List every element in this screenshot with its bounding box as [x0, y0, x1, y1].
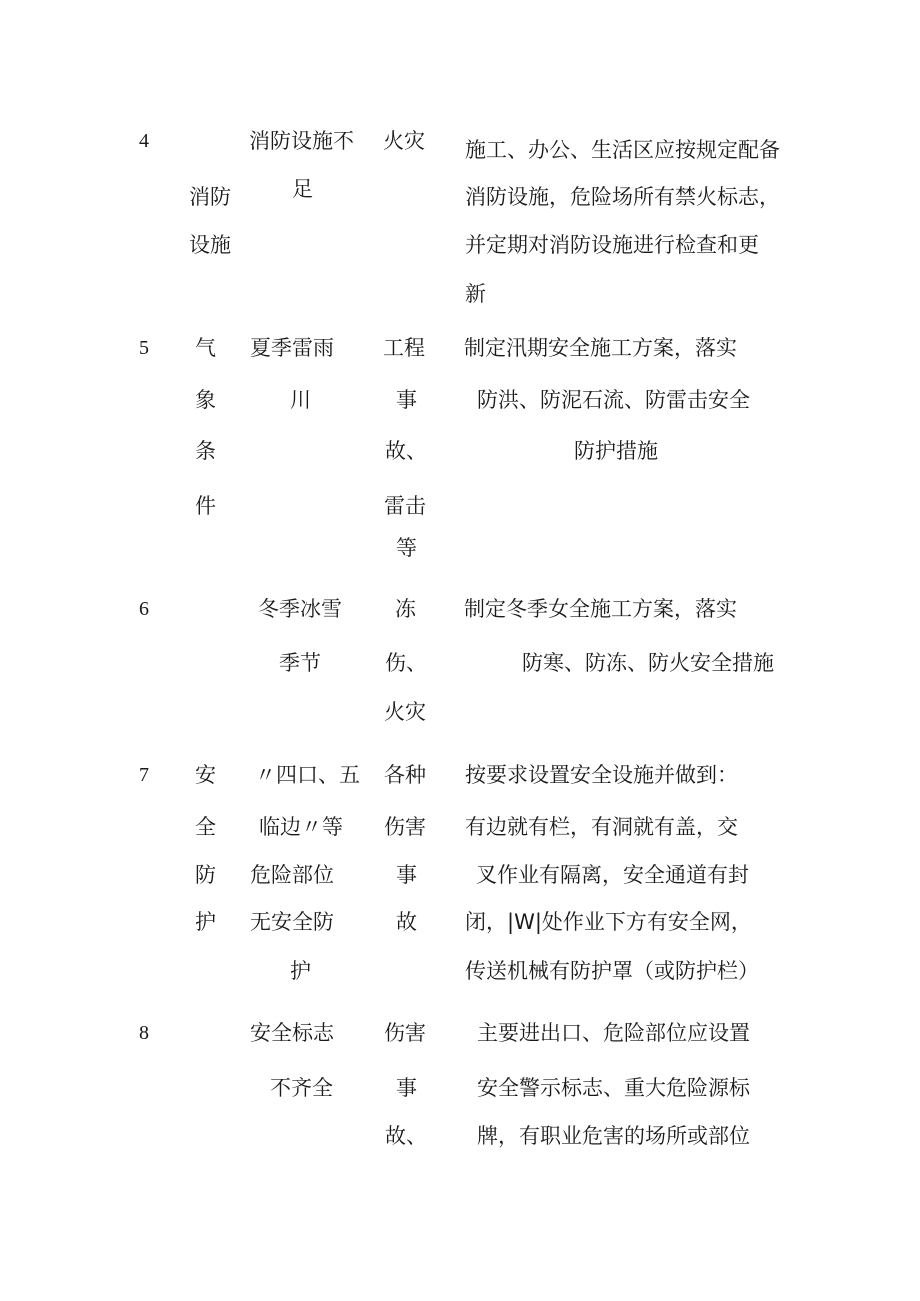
- accident-text: 火灾: [384, 700, 426, 724]
- accident-text: 事: [396, 1076, 417, 1100]
- measures-text: 叉作业有隔离，安全通道有封: [476, 863, 749, 887]
- measures-text: 制定冬季女全施工方案，落实: [464, 597, 737, 621]
- measures-text: 防寒、防冻、防火安全措施: [522, 651, 774, 675]
- category-text: 条: [195, 439, 216, 463]
- row-number: 5: [139, 337, 149, 359]
- category-text: 设施: [189, 233, 231, 257]
- measures-text: 有边就有栏，有洞就有盖，交: [465, 815, 738, 839]
- hazard-text: 冬季冰雪: [258, 597, 342, 621]
- accident-text: 故、: [385, 439, 427, 463]
- accident-text: 故: [396, 910, 417, 934]
- hazard-text: 夏季雷雨: [250, 336, 334, 360]
- hazard-text: 安全标志: [250, 1021, 334, 1045]
- category-text: 全: [195, 815, 216, 839]
- hazard-text: 季节: [279, 651, 321, 675]
- accident-text: 伤害: [384, 815, 426, 839]
- measures-text: 并定期对消防设施进行检查和更: [465, 233, 759, 257]
- accident-text: 各种: [384, 763, 426, 787]
- measures-text: 新: [465, 282, 486, 306]
- category-text: 护: [195, 910, 216, 934]
- row-number: 4: [139, 130, 149, 152]
- row-number: 6: [139, 598, 149, 620]
- hazard-text: 足: [292, 177, 313, 201]
- accident-text: 事: [396, 863, 417, 887]
- hazard-text: 无安全防: [250, 910, 334, 934]
- accident-text: 工程: [383, 336, 425, 360]
- category-text: 件: [195, 494, 216, 518]
- measures-text: 安全警示标志、重大危险源标: [477, 1076, 750, 1100]
- measures-text: 牌，有职业危害的场所或部位: [477, 1124, 750, 1148]
- accident-text: 冻: [395, 597, 416, 621]
- category-text: 安: [195, 763, 216, 787]
- measures-text: 闭，|W|处作业下方有安全网，: [465, 910, 752, 934]
- accident-text: 火灾: [383, 129, 425, 153]
- row-number: 7: [139, 764, 149, 786]
- category-text: 防: [195, 863, 216, 887]
- measures-text: 传送机械有防护罩（或防护栏）: [465, 959, 759, 983]
- measures-text: 防护措施: [574, 439, 658, 463]
- measures-text: 主要进出口、危险部位应设置: [477, 1021, 750, 1045]
- accident-text: 伤、: [385, 651, 427, 675]
- measures-text: 消防设施，危险场所有禁火标志，: [465, 185, 780, 209]
- hazard-text: 川: [290, 388, 311, 412]
- measures-text: 施工、办公、生活区应按规定配备: [465, 138, 780, 162]
- accident-text: 故、: [385, 1124, 427, 1148]
- category-text: 气: [195, 336, 216, 360]
- hazard-text: 临边〃等: [259, 815, 343, 839]
- category-text: 象: [195, 388, 216, 412]
- measures-text: 防洪、防泥石流、防雷击安全: [477, 388, 750, 412]
- hazard-text: 不齐全: [270, 1076, 333, 1100]
- accident-text: 雷击: [384, 494, 426, 518]
- hazard-text: 护: [290, 959, 311, 983]
- category-text: 消防: [189, 185, 231, 209]
- measures-text: 按要求设置安全设施并做到：: [465, 763, 738, 787]
- row-number: 8: [139, 1022, 149, 1044]
- accident-text: 伤害: [384, 1021, 426, 1045]
- accident-text: 事: [396, 388, 417, 412]
- hazard-text: 消防设施不: [249, 129, 354, 153]
- measures-text: 制定汛期安全施工方案，落实: [464, 336, 737, 360]
- accident-text: 等: [396, 536, 417, 560]
- hazard-text: 〃四口、五: [255, 763, 360, 787]
- hazard-text: 危险部位: [250, 863, 334, 887]
